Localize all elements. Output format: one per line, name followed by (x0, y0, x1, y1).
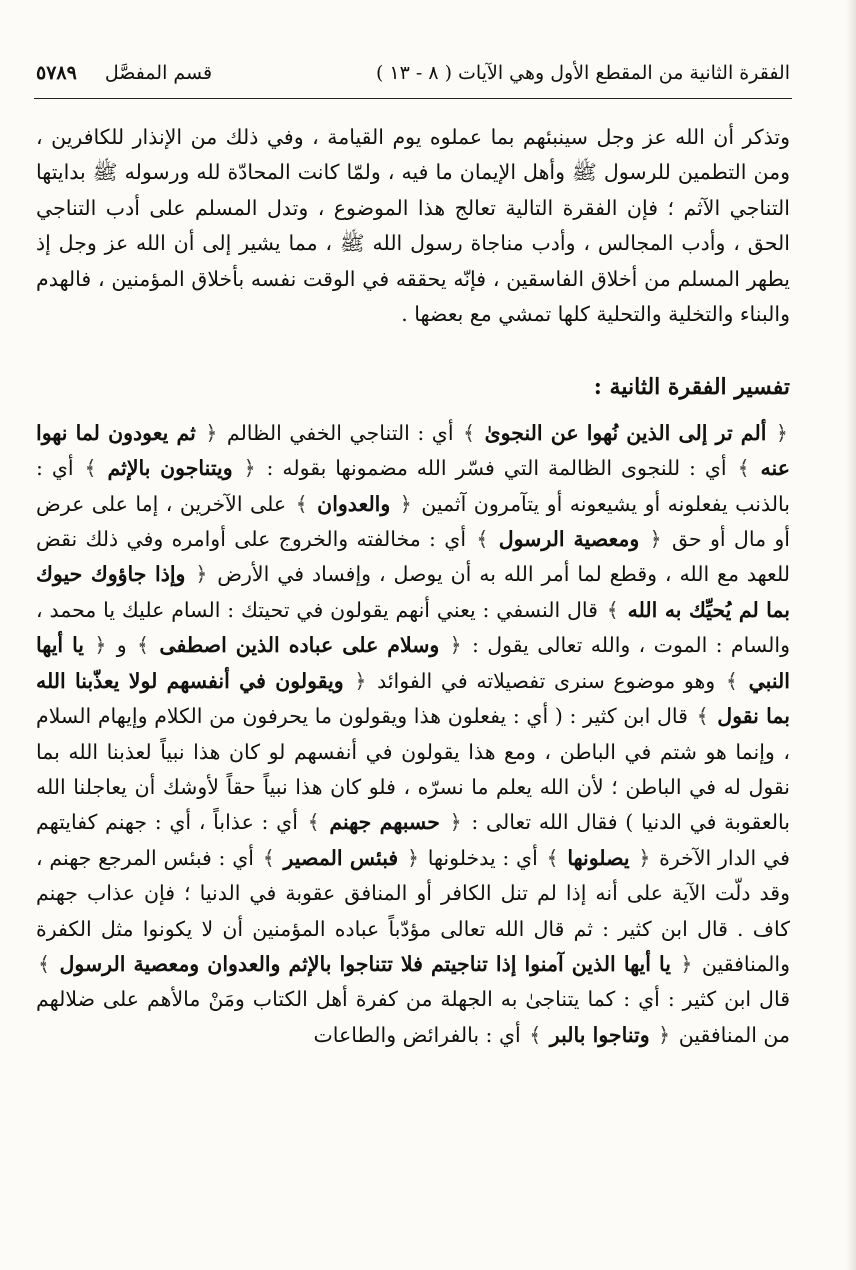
tafsir-paragraph (36, 416, 790, 1053)
ornament-close: ﴾ (295, 491, 308, 516)
ornament-open: ﴿ (399, 491, 412, 516)
ornament-open: ﴿ (354, 668, 367, 693)
ornament-open: ﴿ (243, 456, 256, 481)
section-name: قسم المفصَّل (104, 62, 213, 84)
body-text (36, 120, 790, 1053)
quran-quote: ويقولون في أنفسهم لولا يعذّبنا الله بما نقول (36, 668, 790, 729)
quran-quote: وسلام على عباده الذين اصطفى (159, 633, 440, 658)
commentary-text: أي : بالذنب يفعلونه أو يشيعونه أو يتآمرون آثمين (36, 456, 790, 516)
ornament-close: ﴾ (476, 527, 489, 552)
commentary-text: أي : عذاباً ، أي : جهنم كفايتهم في الدار الآخرة (36, 810, 790, 870)
ornament-close: ﴾ (463, 420, 476, 445)
ornament-close: ﴾ (725, 668, 738, 693)
ornament-close: ﴾ (38, 951, 51, 976)
page-edge-shadow (846, 0, 856, 1270)
quran-quote: ومعصية الرسول (498, 527, 640, 552)
ornament-close: ﴾ (262, 845, 275, 870)
quran-quote: حسبهم جهنم (329, 810, 440, 835)
commentary-text: قال ابن كثير : أي : كما يتناجىٰ به الجهلة من كفرة أهل الكتاب ومَنْ مالأهم على ضلالهم من المنافقين (36, 987, 790, 1047)
quran-quote: ويتناجون بالإثم (107, 456, 233, 481)
ornament-close: ﴾ (546, 845, 559, 870)
ornament-close: ﴾ (606, 597, 619, 622)
ornament-open: ﴿ (658, 1022, 671, 1047)
commentary-text: أي : بالفرائض والطاعات (313, 1022, 521, 1047)
commentary-text: قال النسفي : يعني أنهم يقولون في تحيتك : السام عليك يا محمد ، والسام : الموت ، والله تعالى يقول : (36, 597, 790, 658)
quran-quote: والعدوان (317, 491, 391, 516)
quran-quote: وإذا جاؤوك حيوك بما لم يُحيِّك به الله (36, 562, 790, 622)
quran-quote: وتناجوا بالبر (549, 1022, 650, 1047)
commentary-text: أي : للنجوى الظالمة التي فسّر الله مضمونها بقوله : (266, 456, 727, 481)
ornament-open: ﴿ (638, 845, 651, 870)
quran-quote: يا أيها النبي (36, 633, 790, 693)
ornament-open: ﴿ (449, 810, 462, 835)
ornament-open: ﴿ (205, 420, 218, 445)
commentary-text: أي : مخالفته والخروج على أوامره وفي ذلك نقض للعهد مع الله ، وقطع لما أمر الله به أن يوصل ، وإفساد في الأرض (36, 527, 790, 587)
section-heading: تفسير الفقرة الثانية : (593, 374, 790, 401)
ornament-close: ﴾ (696, 704, 709, 729)
ornament-open: ﴿ (195, 562, 208, 587)
ornament-open: ﴿ (94, 633, 107, 658)
ornament-open: ﴿ (680, 951, 693, 976)
ornament-close: ﴾ (737, 456, 750, 481)
commentary-text: أي : يدخلونها (427, 845, 538, 870)
quran-quote: ألم تر إلى الذين نُهوا عن النجوىٰ (484, 420, 767, 445)
running-title: الفقرة الثانية من المقطع الأول وهي الآيات ( ٨ - ١٣ ) (375, 62, 790, 84)
commentary-text: قال ابن كثير : ( أي : يفعلون هذا ويقولون ما يحرفون من الكلام وإيهام السلام ، وإنما هو شتم في الباطن ، ومع هذا يقولون في أنفسهم لو كان هذا نبياً لعذبنا الله بما نقول له في الباطن ؛ لأن الله يعلم ما نسرّه ، فلو كان هذا نبياً حقاً لأوشك أن يعاجلنا الله بالعقوبة في الدنيا ) فقال الله تعالى : (36, 704, 790, 835)
header-left (36, 62, 212, 84)
quran-quote: فبئس المصير (283, 845, 399, 870)
commentary-text: أي : فبئس المرجع جهنم ، وقد دلّت الآية على أنه إذا لم تنل الكافر أو المنافق عقوبة في الدنيا ؛ فإن عذاب جهنم كاف . قال ابن كثير : ثم قال الله تعالى مؤدّباً عباده المؤمنين أن لا يكونوا مثل الكفرة والمنافقين (36, 845, 790, 976)
ornament-open: ﴿ (406, 845, 419, 870)
ornament-close: ﴾ (529, 1022, 542, 1047)
header-rule (34, 98, 792, 99)
commentary-text: و (116, 633, 127, 658)
page-header (36, 56, 790, 90)
ornament-close: ﴾ (307, 810, 320, 835)
commentary-text: أي : التناجي الخفي الظالم (226, 420, 454, 445)
commentary-text: وهو موضوع سنرى تفصيلاته في الفوائد (377, 668, 716, 693)
intro-paragraph: وتذكر أن الله عز وجل سينبئهم بما عملوه يوم القيامة ، وفي ذلك من الإنذار للكافرين ، ومن التطمين للرسول ﷺ وأهل الإيمان ما فيه ، ولمّا كانت المحادّة لله ورسوله ﷺ بدايتها التناجي الآثم ؛ فإن الفقرة التالية تعالج هذا الموضوع ، وتدل المسلم على أدب التناجي الحق ، وأدب المجالس ، وأدب مناجاة رسول الله ﷺ ، مما يشير إلى أن الله عز وجل إذ يطهر المسلم من أخلاق الفاسقين ، فإنّه يحققه في الوقت نفسه بأخلاق المؤمنين ، فالهدم والبناء والتخلية والتحلية كلها تمشي مع بعضها . (36, 125, 790, 327)
ornament-open: ﴿ (649, 527, 662, 552)
quran-quote: ثم يعودون لما نهوا عنه (36, 420, 790, 481)
commentary-text: على الآخرين ، إما على عرض أو مال أو حق (36, 491, 790, 552)
page-number: ٥٧٨٩ (36, 62, 77, 84)
quran-quote: يا أيها الذين آمنوا إذا تناجيتم فلا تتناجوا بالإثم والعدوان ومعصية الرسول (59, 951, 671, 976)
ornament-open: ﴿ (775, 420, 788, 445)
quran-quote: يصلونها (567, 845, 630, 870)
ornament-close: ﴾ (84, 456, 97, 481)
ornament-open: ﴿ (449, 633, 462, 658)
ornament-close: ﴾ (137, 633, 150, 658)
